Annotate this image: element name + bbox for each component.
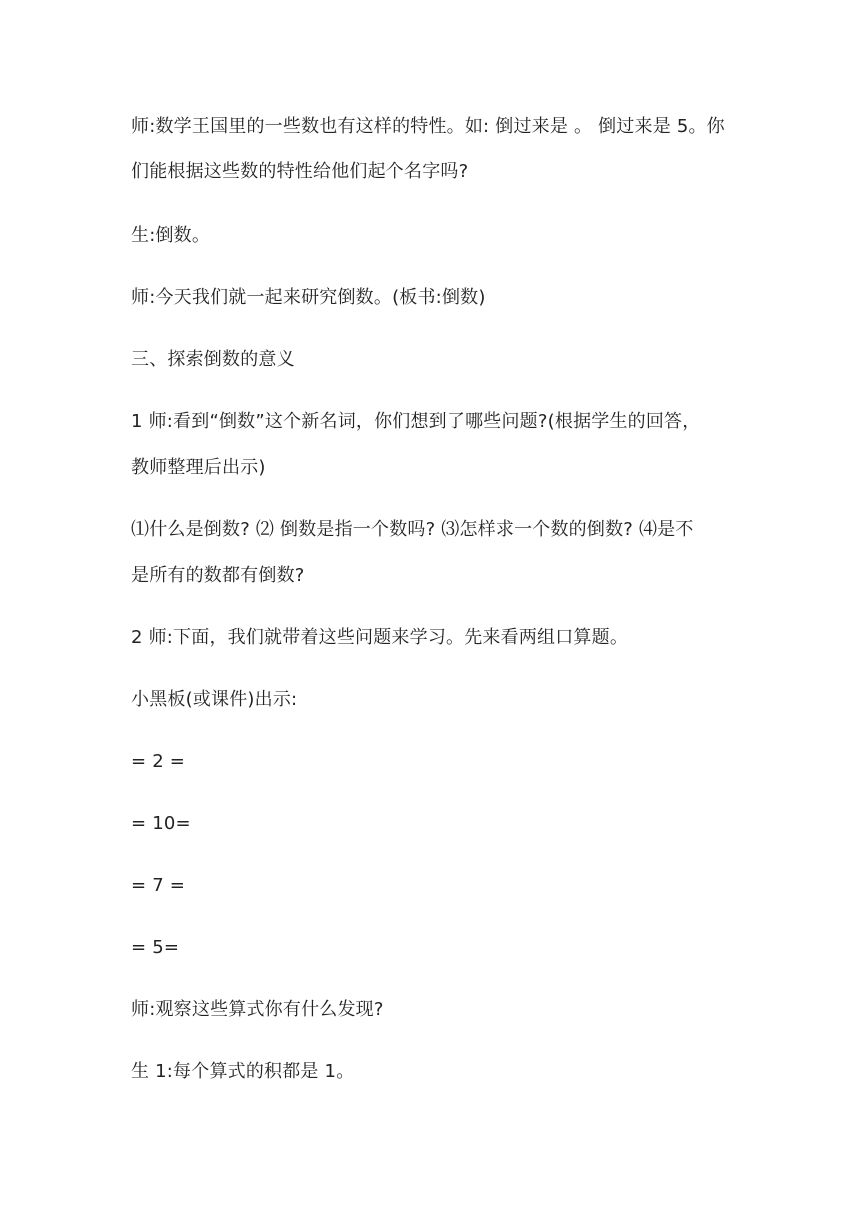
paragraph-student-1-answer: 生 1:每个算式的积都是 1。 [131, 1061, 355, 1082]
equation-line-3: = 7 = [131, 875, 186, 896]
equation-line-2: = 10= [131, 813, 191, 834]
paragraph-student-answer: 生:倒数。 [131, 225, 211, 246]
paragraph-step-1-line-2: 教师整理后出示) [131, 457, 266, 478]
paragraph-teacher-topic: 师:今天我们就一起来研究倒数。(板书:倒数) [131, 287, 486, 308]
section-heading-meaning: 三、探索倒数的意义 [131, 349, 295, 370]
paragraph-questions-line-2: 是所有的数都有倒数? [131, 565, 305, 586]
equation-line-1: = 2 = [131, 751, 186, 772]
paragraph-teacher-intro-line-1: 师:数学王国里的一些数也有这样的特性。如: 倒过来是 。 倒过来是 5。你 [131, 116, 725, 137]
paragraph-step-1-line-1: 1 师:看到“倒数”这个新名词，你们想到了哪些问题?(根据学生的回答， [131, 411, 701, 432]
paragraph-teacher-observe: 师:观察这些算式你有什么发现? [131, 999, 384, 1020]
equation-line-4: = 5= [131, 937, 180, 958]
paragraph-questions-line-1: ⑴什么是倒数? ⑵ 倒数是指一个数吗? ⑶怎样求一个数的倒数? ⑷是不 [131, 519, 694, 540]
paragraph-step-2: 2 师:下面，我们就带着这些问题来学习。先来看两组口算题。 [131, 627, 629, 648]
paragraph-blackboard: 小黑板(或课件)出示: [131, 689, 298, 710]
paragraph-teacher-intro-line-2: 们能根据这些数的特性给他们起个名字吗? [131, 161, 469, 182]
